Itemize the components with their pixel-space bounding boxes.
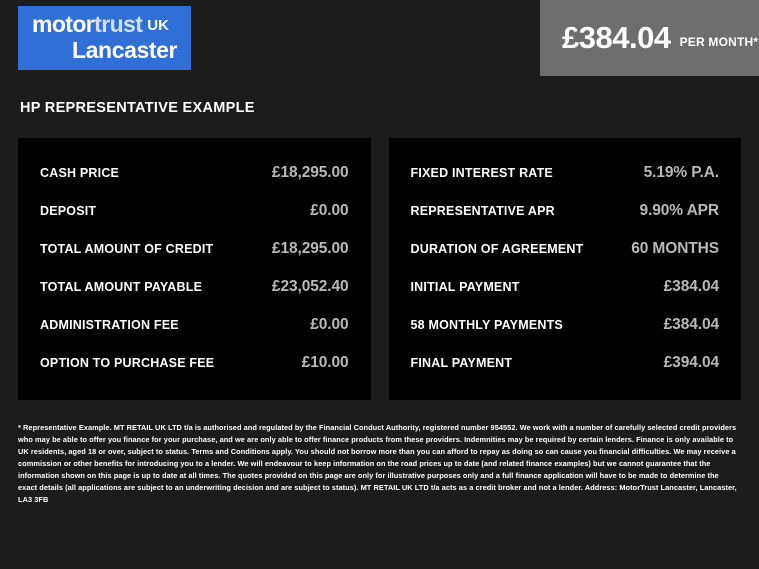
row-value: £18,295.00 — [271, 240, 349, 257]
table-row — [405, 268, 726, 306]
row-value: £394.04 — [663, 354, 719, 371]
table-row — [405, 230, 726, 268]
table-row — [34, 306, 355, 344]
row-label: TOTAL AMOUNT OF CREDIT — [40, 242, 214, 256]
row-label: FINAL PAYMENT — [410, 356, 513, 370]
row-value: £384.04 — [663, 316, 719, 333]
row-value: £0.00 — [310, 202, 349, 219]
left-details-panel — [18, 138, 371, 400]
logo-word-motor: motor — [32, 11, 95, 38]
motortrust-logo[interactable] — [18, 6, 191, 69]
page-title: HP REPRESENTATIVE EXAMPLE — [20, 100, 255, 116]
table-row — [34, 154, 355, 192]
brand-block — [0, 0, 540, 76]
row-label: 58 MONTHLY PAYMENTS — [410, 318, 563, 332]
row-value: 5.19% P.A. — [643, 164, 719, 181]
table-row — [34, 344, 355, 382]
monthly-price-period: PER MONTH* — [679, 35, 759, 49]
row-label: FIXED INTEREST RATE — [410, 166, 553, 180]
row-value: 60 MONTHS — [631, 240, 719, 257]
monthly-price-block — [540, 0, 759, 76]
right-details-panel — [389, 138, 742, 400]
finance-details-panels — [0, 116, 759, 400]
row-label: ADMINISTRATION FEE — [40, 318, 179, 332]
page-header — [0, 0, 759, 76]
row-label: CASH PRICE — [40, 166, 120, 180]
row-value: £10.00 — [301, 354, 349, 371]
row-value: £23,052.40 — [271, 278, 349, 295]
row-label: OPTION TO PURCHASE FEE — [40, 356, 215, 370]
logo-line-2: Lancaster — [72, 36, 178, 63]
row-label: TOTAL AMOUNT PAYABLE — [40, 280, 203, 294]
table-row — [405, 154, 726, 192]
row-value: 9.90% APR — [639, 202, 719, 219]
row-value: £384.04 — [663, 278, 719, 295]
row-value: £0.00 — [310, 316, 349, 333]
table-row — [405, 306, 726, 344]
table-row — [34, 268, 355, 306]
logo-word-trust: trust — [94, 11, 143, 38]
row-label: DURATION OF AGREEMENT — [410, 242, 584, 256]
logo-word-uk: UK — [147, 17, 169, 35]
table-row — [34, 230, 355, 268]
row-value: £18,295.00 — [271, 164, 349, 181]
table-row — [405, 192, 726, 230]
row-label: REPRESENTATIVE APR — [410, 204, 555, 218]
disclaimer-text: * Representative Example. MT RETAIL UK LTD t/a is authorised and regulated by the Financial Conduct Authority, registered number 954552. We work with a number of carefully selected credit providers who may be able to offer you finance for your purchase, and we are only able to offer finance products from these providers. Indemnities may be required by certain lenders. Finance is only available to UK residents, aged 18 or over, subject to status. Terms and Conditions apply. You should not borrow more than you can afford to repay as doing so can cause you financial difficulties. We may receive a commission or other benefits for introducing you to a lender. We will endeavour to keep information on the road prices up to date (and related finance examples) but we cannot guarantee that the information shown on this page is up to date at all times. The quotes provided on this page are only for illustrative purposes only and a full finance application will have to be made to determine the exact details (all applications are subject to an underwriting decision and are subject to status). MT RETAIL UK LTD t/a acts as a credit broker and not a lender. Address: MotorTrust Lancaster, Lancaster, LA3 3FB — [18, 423, 737, 504]
row-label: INITIAL PAYMENT — [410, 280, 520, 294]
monthly-price-amount: £384.04 — [562, 20, 671, 55]
row-label: DEPOSIT — [40, 204, 97, 218]
table-row — [405, 344, 726, 382]
table-row — [34, 192, 355, 230]
logo-line-1 — [32, 12, 177, 36]
